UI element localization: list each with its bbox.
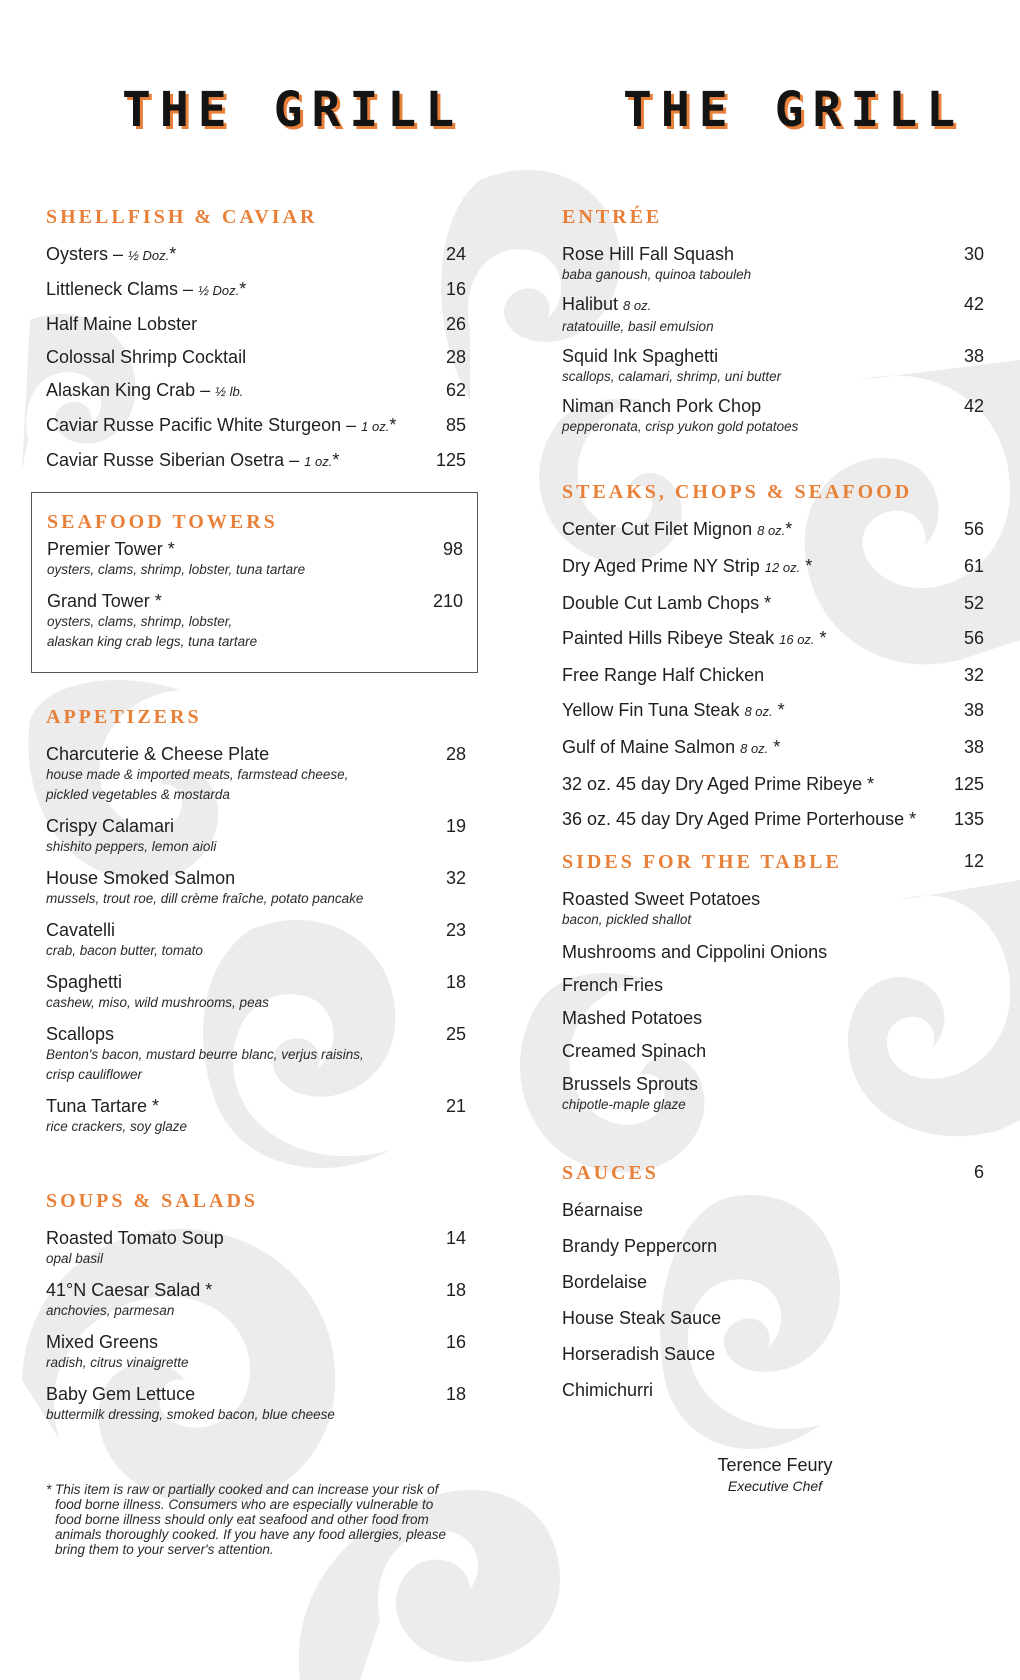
menu-item-name: Horseradish Sauce: [562, 1344, 716, 1364]
disclaimer-line: animals thoroughly cooked. If you have any food allergies, please: [55, 1527, 446, 1542]
item-price: 56: [963, 519, 984, 539]
menu-item-main: [562, 627, 944, 651]
menu-item: [562, 1343, 984, 1365]
menu-item: [47, 538, 463, 580]
menu-item-main: [562, 664, 944, 686]
menu-item-name: [46, 1279, 426, 1301]
item-price: 18: [445, 1384, 466, 1404]
item-price: 28: [445, 347, 466, 367]
item-name-text: Creamed Spinach: [562, 1041, 707, 1061]
menu-item-main: [46, 971, 426, 1013]
raw-marker: *: [814, 628, 827, 648]
menu-item-main: [46, 815, 426, 857]
menu-item: [562, 736, 984, 760]
menu-item-main: [562, 1007, 984, 1029]
menu-item: [562, 1007, 984, 1029]
sides-price: 12: [963, 851, 984, 871]
item-name-text: Painted Hills Ribeye Steak: [562, 628, 775, 648]
menu-item-main: [46, 1279, 426, 1321]
item-portion: 8 oz.: [740, 741, 769, 756]
menu-item-main: [47, 538, 423, 580]
menu-item-name: [46, 919, 426, 941]
menu-item: [46, 313, 466, 335]
sauces-title: SAUCES 6: [562, 1162, 984, 1184]
menu-item: [562, 243, 984, 285]
menu-item: [562, 888, 984, 930]
item-price: 56: [963, 628, 984, 648]
menu-item: [562, 345, 984, 387]
item-name-text: Mashed Potatoes: [562, 1008, 703, 1028]
item-description: chipotle-maple glaze: [562, 1097, 686, 1112]
menu-item-main: [562, 1271, 984, 1293]
menu-item-name: [562, 345, 944, 367]
menu-item-name: House Steak Sauce: [562, 1308, 722, 1328]
item-name-text: Yellow Fin Tuna Steak: [562, 700, 740, 720]
menu-item-name: [562, 1040, 984, 1062]
menu-item-name: [46, 971, 426, 993]
menu-item: [46, 815, 466, 857]
item-price: 16: [445, 1332, 466, 1352]
item-name-text: 41°N Caesar Salad *: [46, 1280, 213, 1300]
item-description: baba ganoush, quinoa tabouleh: [562, 267, 752, 282]
item-description: oysters, clams, shrimp, lobster, tuna tartare: [47, 562, 306, 577]
item-name-text: Littleneck Clams –: [46, 279, 194, 299]
item-description: oysters, clams, shrimp, lobster,: [47, 614, 233, 629]
menu-item-name: [46, 1095, 426, 1117]
menu-item-name: [46, 1383, 426, 1405]
item-price: 38: [963, 700, 984, 720]
item-price: 25: [445, 1024, 466, 1044]
menu-item-main: [562, 1379, 984, 1401]
menu-item-name: [562, 293, 944, 317]
item-description: anchovies, parmesan: [46, 1303, 175, 1318]
menu-item: [562, 699, 984, 723]
menu-item-main: [562, 1073, 984, 1115]
item-name-text: Grand Tower *: [47, 591, 162, 611]
item-price: 125: [953, 774, 984, 794]
item-price: 18: [445, 972, 466, 992]
item-name-text: Rose Hill Fall Squash: [562, 244, 735, 264]
menu-item-name: [46, 243, 426, 267]
item-description: pepperonata, crisp yukon gold potatoes: [562, 419, 799, 434]
menu-item: [562, 1379, 984, 1401]
menu-item-main: [562, 808, 944, 830]
menu-item-name: [562, 627, 944, 651]
item-price: 28: [445, 744, 466, 764]
menu-item: [562, 974, 984, 996]
item-name-text: Colossal Shrimp Cocktail: [46, 347, 247, 367]
menu-item-name: [562, 592, 944, 614]
menu-item: [562, 592, 984, 614]
menu-item: [562, 1307, 984, 1329]
appetizers-section: [46, 706, 466, 1147]
menu-item-main: [46, 313, 426, 335]
menu-item: [46, 414, 466, 438]
item-price: 32: [445, 868, 466, 888]
menu-item: [562, 773, 984, 795]
item-portion: ½ lb.: [215, 384, 244, 399]
item-portion: 8 oz.: [757, 523, 786, 538]
menu-item-main: [46, 379, 426, 403]
item-description: scallops, calamari, shrimp, uni butter: [562, 369, 782, 384]
item-price: 24: [445, 244, 466, 264]
item-portion: ½ Doz.: [198, 283, 240, 298]
item-price: 18: [445, 1280, 466, 1300]
shellfish-title: SHELLFISH & CAVIAR: [46, 206, 318, 228]
menu-item: [562, 808, 984, 830]
item-price: 26: [445, 314, 466, 334]
menu-item-name: [562, 243, 944, 265]
item-portion: 8 oz.: [744, 704, 773, 719]
menu-item: [562, 941, 984, 963]
menu-item: [46, 971, 466, 1013]
menu-item-main: [562, 1343, 984, 1365]
entree-section: [562, 206, 984, 445]
towers-title: SEAFOOD TOWERS: [47, 511, 278, 533]
item-name-text: Squid Ink Spaghetti: [562, 346, 719, 366]
menu-item: [562, 293, 984, 337]
seafood-towers-section: [46, 492, 478, 673]
item-description: pickled vegetables & mostarda: [46, 787, 230, 802]
menu-item: [562, 518, 984, 542]
menu-item: [46, 379, 466, 403]
item-name-text: Roasted Tomato Soup: [46, 1228, 224, 1248]
item-name-text: Brussels Sprouts: [562, 1074, 699, 1094]
item-name-text: Half Maine Lobster: [46, 314, 198, 334]
item-price: 42: [963, 396, 984, 416]
menu-item-name: [562, 974, 984, 996]
menu-item-name: [46, 1227, 426, 1249]
menu-item-name: [562, 808, 944, 830]
menu-item-main: [562, 974, 984, 996]
item-name-text: Premier Tower *: [47, 539, 175, 559]
menu-item-main: [562, 1235, 984, 1257]
item-price: 23: [445, 920, 466, 940]
menu-item-name: [46, 346, 426, 368]
item-description: bacon, pickled shallot: [562, 912, 692, 927]
menu-item-main: [46, 743, 426, 805]
menu-item-name: [562, 518, 944, 542]
sides-title: SIDES FOR THE TABLE 12: [562, 851, 984, 873]
menu-item: [562, 664, 984, 686]
item-price: 61: [963, 556, 984, 576]
item-description: ratatouille, basil emulsion: [562, 319, 714, 334]
raw-marker: *: [239, 279, 247, 299]
menu-item-main: [562, 243, 944, 285]
item-name-text: 36 oz. 45 day Dry Aged Prime Porterhouse *: [562, 809, 917, 829]
menu-item: [46, 1095, 466, 1137]
menu-item-name: [562, 736, 944, 760]
item-name-text: 32 oz. 45 day Dry Aged Prime Ribeye *: [562, 774, 875, 794]
menu-item-main: [46, 278, 426, 302]
menu-item: [562, 1271, 984, 1293]
soups-section: [46, 1190, 466, 1435]
item-price: 30: [963, 244, 984, 264]
brand-title-right: THE GRILL: [623, 82, 965, 138]
item-price: 38: [963, 737, 984, 757]
menu-item-name: Chimichurri: [562, 1380, 654, 1400]
item-name-text: Caviar Russe Siberian Osetra –: [46, 450, 300, 470]
menu-item-name: [46, 313, 426, 335]
item-description: rice crackers, soy glaze: [46, 1119, 188, 1134]
menu-item: [562, 1235, 984, 1257]
item-portion: 1 oz.: [304, 454, 333, 469]
menu-item-main: [46, 1227, 426, 1269]
menu-item-main: [46, 346, 426, 368]
item-name-text: Crispy Calamari: [46, 816, 175, 836]
raw-marker: *: [768, 737, 781, 757]
item-name-text: Mushrooms and Cippolini Onions: [562, 942, 828, 962]
raw-food-disclaimer: [46, 1482, 471, 1557]
item-name-text: Niman Ranch Pork Chop: [562, 396, 762, 416]
item-description: crisp cauliflower: [46, 1067, 143, 1082]
item-price: 52: [963, 593, 984, 613]
item-name-text: Gulf of Maine Salmon: [562, 737, 736, 757]
item-name-text: Mixed Greens: [46, 1332, 159, 1352]
item-price: 125: [435, 450, 466, 470]
item-portion: 12 oz.: [764, 560, 801, 575]
item-description: cashew, miso, wild mushrooms, peas: [46, 995, 269, 1010]
menu-item: [562, 555, 984, 579]
seafood-towers-box: [31, 492, 478, 673]
menu-item: [46, 1023, 466, 1085]
item-portion: 8 oz.: [623, 298, 652, 313]
raw-marker: *: [785, 519, 793, 539]
item-price: 16: [445, 279, 466, 299]
item-description: mussels, trout roe, dill crème fraîche, potato pancake: [46, 891, 364, 906]
item-description: alaskan king crab legs, tuna tartare: [47, 634, 258, 649]
menu-item-name: [46, 867, 426, 889]
menu-item: [46, 1331, 466, 1373]
shellfish-section: [46, 206, 466, 484]
item-price: 32: [963, 665, 984, 685]
chef-name: Terence Feury: [717, 1455, 833, 1475]
menu-item-name: [47, 590, 423, 612]
menu-item-main: [46, 243, 426, 267]
menu-item: [46, 243, 466, 267]
menu-item: [562, 627, 984, 651]
steaks-section: [562, 481, 984, 843]
item-price: 85: [445, 415, 466, 435]
item-name-text: Scallops: [46, 1024, 115, 1044]
item-name-text: Baby Gem Lettuce: [46, 1384, 196, 1404]
item-description: Benton's bacon, mustard beurre blanc, verjus raisins,: [46, 1047, 364, 1062]
menu-item: [46, 278, 466, 302]
item-portion: ½ Doz.: [128, 248, 170, 263]
raw-marker: *: [169, 244, 177, 264]
menu-item-name: [562, 888, 984, 910]
item-description: buttermilk dressing, smoked bacon, blue cheese: [46, 1407, 335, 1422]
item-portion: 1 oz.: [361, 419, 390, 434]
menu-item-main: [47, 590, 423, 652]
menu-item: [562, 1199, 984, 1221]
item-price: 14: [445, 1228, 466, 1248]
item-name-text: Oysters –: [46, 244, 124, 264]
menu-item: [46, 449, 466, 473]
item-name-text: Dry Aged Prime NY Strip: [562, 556, 760, 576]
disclaimer-line: food borne illness should only eat seafood and other food from: [55, 1512, 429, 1527]
menu-item-main: [562, 592, 944, 614]
item-price: 42: [963, 294, 984, 314]
menu-item-name: [562, 664, 944, 686]
menu-item: [46, 867, 466, 909]
item-description: opal basil: [46, 1251, 104, 1266]
menu-item: [46, 1227, 466, 1269]
entree-title: ENTRÉE: [562, 206, 663, 228]
menu-item: [562, 1040, 984, 1062]
item-price: 19: [445, 816, 466, 836]
menu-item-main: [46, 414, 426, 438]
menu-item-main: [562, 736, 944, 760]
menu-item-name: [46, 743, 426, 765]
item-name-text: Center Cut Filet Mignon: [562, 519, 753, 539]
menu-item-name: [46, 414, 426, 438]
item-description: shishito peppers, lemon aioli: [46, 839, 217, 854]
menu-item: [46, 743, 466, 805]
menu-item-name: [46, 449, 426, 473]
menu-item-name: [46, 278, 426, 302]
raw-marker: *: [332, 450, 340, 470]
menu-item-name: [562, 699, 944, 723]
menu-item-main: [46, 1383, 426, 1425]
menu-item: [562, 1073, 984, 1115]
menu-item: [562, 395, 984, 437]
menu-item-name: [562, 941, 984, 963]
item-name-text: Double Cut Lamb Chops *: [562, 593, 772, 613]
sauces-section: [562, 1162, 984, 1415]
appetizers-title: APPETIZERS: [46, 706, 202, 728]
disclaimer-line: bring them to your server's attention.: [55, 1542, 274, 1557]
menu-item-main: [562, 555, 944, 579]
menu-item-name: [46, 1331, 426, 1353]
menu-item: [46, 919, 466, 961]
menu-item-main: [562, 773, 944, 795]
item-name-text: Roasted Sweet Potatoes: [562, 889, 761, 909]
menu-item-main: [562, 293, 944, 337]
menu-item-main: [562, 699, 944, 723]
soups-title: SOUPS & SALADS: [46, 1190, 259, 1212]
item-description: house made & imported meats, farmstead cheese,: [46, 767, 349, 782]
menu-item-name: [47, 538, 423, 560]
item-portion: 16 oz.: [779, 632, 815, 647]
raw-marker: *: [800, 556, 813, 576]
menu-item: [46, 1279, 466, 1321]
menu-item-name: [562, 1073, 984, 1095]
sides-section: [562, 851, 984, 1126]
item-name-text: Tuna Tartare *: [46, 1096, 160, 1116]
item-description: radish, citrus vinaigrette: [46, 1355, 189, 1370]
menu-item-main: [562, 1307, 984, 1329]
menu-item-name: Béarnaise: [562, 1200, 644, 1220]
menu-item-name: [46, 1023, 426, 1045]
item-name-text: French Fries: [562, 975, 664, 995]
menu-item-name: [562, 1007, 984, 1029]
item-price: 38: [963, 346, 984, 366]
steaks-title: STEAKS, CHOPS & SEAFOOD: [562, 481, 913, 503]
item-name-text: Caviar Russe Pacific White Sturgeon –: [46, 415, 357, 435]
menu-item: [46, 1383, 466, 1425]
menu-item-main: [562, 888, 984, 930]
chef-signature: [655, 1454, 895, 1496]
item-name-text: Free Range Half Chicken: [562, 665, 765, 685]
menu-item-name: Brandy Peppercorn: [562, 1236, 718, 1256]
disclaimer-line: food borne illness. Consumers who are especially vulnerable to: [55, 1497, 434, 1512]
raw-marker: *: [389, 415, 397, 435]
menu-item-main: [46, 867, 426, 909]
menu-item-name: [562, 773, 944, 795]
menu-item-main: [46, 1023, 426, 1085]
menu-item-main: [562, 395, 944, 437]
menu-item: [47, 590, 463, 652]
menu-item-main: [46, 1331, 426, 1373]
menu-item-main: [562, 941, 984, 963]
menu-item-name: [562, 395, 944, 417]
item-price: 135: [953, 809, 984, 829]
menu-item-name: [562, 555, 944, 579]
item-name-text: Cavatelli: [46, 920, 116, 940]
brand-title-left: THE GRILL: [122, 82, 464, 138]
menu-item-main: [562, 345, 944, 387]
item-name-text: House Smoked Salmon: [46, 868, 236, 888]
menu-item-main: [46, 919, 426, 961]
sauces-price: 6: [973, 1162, 984, 1182]
menu-item-name: Bordelaise: [562, 1272, 648, 1292]
menu-item-main: [562, 518, 944, 542]
item-price: 62: [445, 380, 466, 400]
menu-item-main: [562, 1040, 984, 1062]
item-price: 98: [442, 539, 463, 559]
menu-item-name: [46, 379, 426, 403]
menu-item: [46, 346, 466, 368]
item-description: crab, bacon butter, tomato: [46, 943, 203, 958]
item-price: 21: [445, 1096, 466, 1116]
disclaimer-line: * This item is raw or partially cooked and can increase your risk of: [46, 1482, 439, 1497]
item-name-text: Halibut: [562, 294, 619, 314]
menu-item-main: [562, 1199, 984, 1221]
item-name-text: Spaghetti: [46, 972, 123, 992]
menu-item-main: [46, 449, 426, 473]
raw-marker: *: [772, 700, 785, 720]
item-name-text: Alaskan King Crab –: [46, 380, 211, 400]
item-name-text: Charcuterie & Cheese Plate: [46, 744, 270, 764]
item-price: 210: [432, 591, 463, 611]
menu-item-main: [46, 1095, 426, 1137]
chef-title: Executive Chef: [727, 1478, 823, 1494]
menu-item-name: [46, 815, 426, 837]
